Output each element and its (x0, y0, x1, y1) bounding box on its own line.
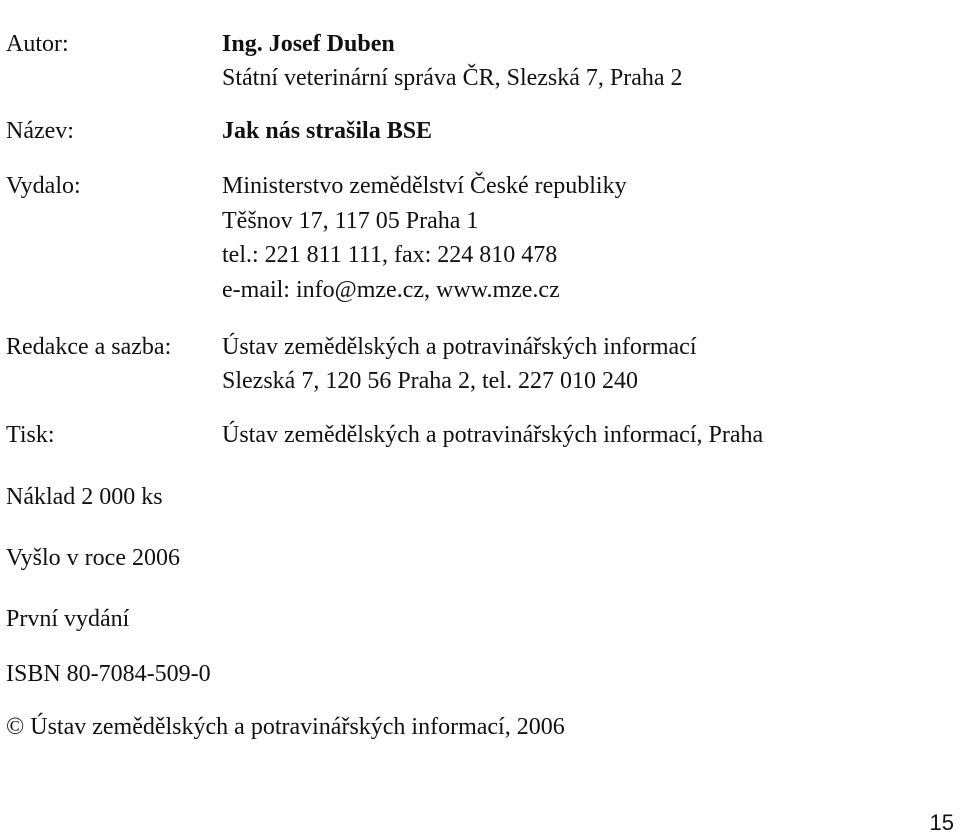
publisher-contact: e-mail: info@mze.cz, www.mze.cz (222, 277, 560, 303)
editing-address: Slezská 7, 120 56 Praha 2, tel. 227 010 240 (222, 368, 638, 394)
publisher-phone: tel.: 221 811 111, fax: 224 810 478 (222, 242, 558, 268)
published-year: Vyšlo v roce 2006 (6, 545, 180, 571)
publisher-name: Ministerstvo zemědělství České republiky (222, 173, 627, 199)
publication-title: Jak nás strašila BSE (222, 118, 433, 144)
editing-org: Ústav zemědělských a potravinářských informací (222, 334, 697, 360)
edition: První vydání (6, 606, 130, 632)
print-label: Tisk: (6, 422, 55, 448)
printer: Ústav zemědělských a potravinářských informací, Praha (222, 422, 764, 448)
page-number: 15 (929, 810, 954, 835)
editing-label: Redakce a sazba: (6, 334, 172, 360)
author-label: Autor: (6, 31, 69, 57)
copyright: © Ústav zemědělských a potravinářských informací, 2006 (6, 714, 565, 740)
title-label: Název: (6, 118, 74, 144)
publisher-label: Vydalo: (6, 173, 81, 199)
publisher-address: Těšnov 17, 117 05 Praha 1 (222, 208, 479, 234)
print-run: Náklad 2 000 ks (6, 484, 163, 510)
author-name: Ing. Josef Duben (222, 31, 395, 57)
isbn: ISBN 80-7084-509-0 (6, 661, 211, 687)
author-affiliation: Státní veterinární správa ČR, Slezská 7, Praha 2 (222, 65, 683, 91)
